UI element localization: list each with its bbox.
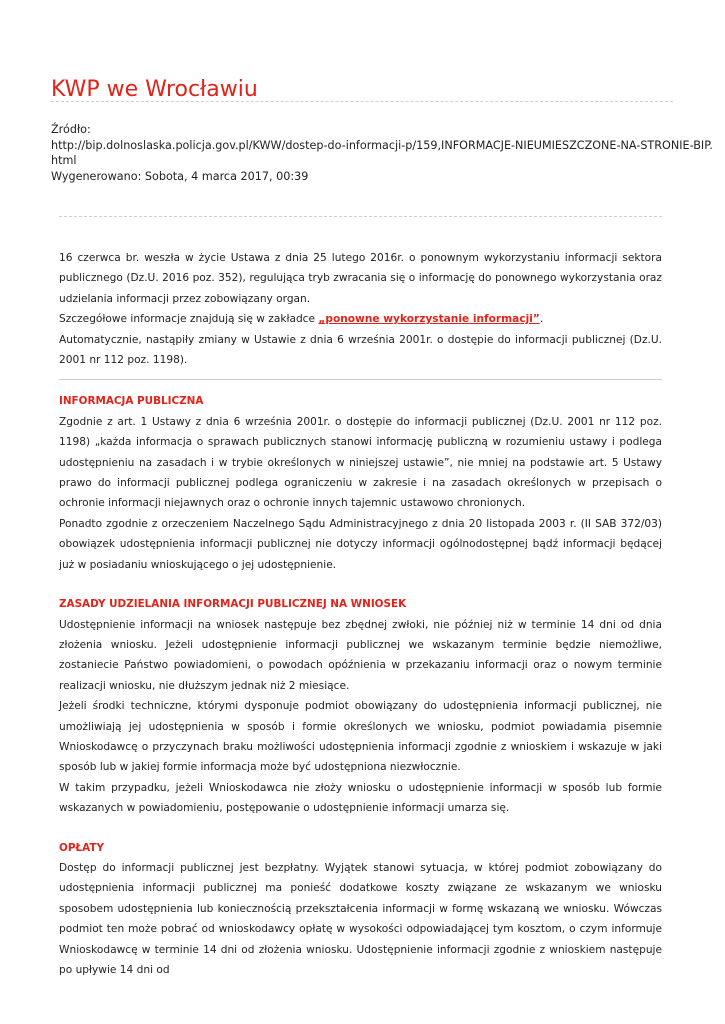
rules-paragraph-2: Jeżeli środki techniczne, którymi dysponuje podmiot obowiązany do udostępnienia informacji publicznej, nie umożliwiają jej udostępnienia w sposób i formie określonych we wniosku, podmiot powiadamia pisemnie Wnioskodawcę o przyczynach braku możliwości udostępnienia informacji zgodnie z wnioskiem i wskazuje w jaki sposób lub w jakiej formie informacja może być udostępniona niezwłocznie. <box>59 700 662 774</box>
generated-timestamp: Wygenerowano: Sobota, 4 marca 2017, 00:39 <box>51 169 309 183</box>
section-heading-fees: OPŁATY <box>59 841 104 854</box>
section-heading-rules: ZASADY UDZIELANIA INFORMACJI PUBLICZNEJ NA WNIOSEK <box>59 598 407 611</box>
section-divider <box>59 379 662 380</box>
rules-paragraph-3: W takim przypadku, jeżeli Wnioskodawca nie złoży wniosku o udostępnienie informacji w sposób lub formie wskazanych w powiadomieniu, postępowanie o udostępnienie informacji umarza się. <box>59 781 662 815</box>
source-label: Źródło: <box>51 123 91 136</box>
source-url-continued[interactable]: html <box>51 154 77 167</box>
info-paragraph-1: Zgodnie z art. 1 Ustawy z dnia 6 września 2001r. o dostępie do informacji publicznej (Dz.U. 2001 nr 112 poz. 1198) „każda informacja o sprawach publicznych stanowi informację publiczną w rozumieniu ustawy i podlega udostępnieniu na zasadach i w trybie określonych w niniejszej ustawie”, nie mniej na podstawie art. 5 Ustawy prawo do informacji publicznej podlega ograniczeniu w zakresie i na zasadach określonych w przepisach o ochronie informacji niejawnych oraz o ochronie innych tajemnic ustawowo chronionych. <box>59 415 662 510</box>
section-heading-info: INFORMACJA PUBLICZNA <box>59 395 204 408</box>
page-title: KWP we Wrocławiu <box>51 76 258 102</box>
rules-paragraph-1: Udostępnienie informacji na wniosek następuje bez zbędnej zwłoki, nie później niż w terminie 14 dni od dnia złożenia wniosku. Jeżeli udostępnienie informacji publicznej we wskazanym terminie będzie niemożliwe, zostaniecie Państwo powiadomieni, o powodach opóźnienia w przekazaniu informacji oraz o nowym terminie realizacji wniosku, nie dłuższym jednak niż 2 miesiące. <box>59 618 662 692</box>
fees-paragraph-1: Dostęp do informacji publicznej jest bezpłatny. Wyjątek stanowi sytuacja, w której podmiot zobowiązany do udostępnienia informacji publicznej ma ponieść dodatkowe koszty związane ze wskazanym we wniosku sposobem udostępnienia lub koniecznością przekształcenia informacji w formę wskazaną we wniosku. Wówczas podmiot ten może pobrać od wnioskodawcy opłatę w wysokości odpowiadającej tym kosztom, o czym informuje Wnioskodawcę w terminie 14 dni od złożenia wniosku. Udostępnienie informacji zgodnie z wnioskiem następuje po upływie 14 dni od <box>59 861 662 976</box>
intro-paragraph-1: 16 czerwca br. weszła w życie Ustawa z dnia 25 lutego 2016r. o ponownym wykorzystaniu informacji sektora publicznego (Dz.U. 2016 poz. 352), regulująca tryb zwracania się o informację do ponownego wykorzystania oraz udzielania informacji przez zobowiązany organ. <box>59 252 662 305</box>
article-body <box>59 248 662 980</box>
intro-paragraph-2 <box>59 309 662 329</box>
info-paragraph-2: Ponadto zgodnie z orzeczeniem Naczelnego Sądu Administracyjnego z dnia 20 listopada 2003 r. (II SAB 372/03) obowiązek udostępnienia informacji publicznej nie dotyczy informacji ogólnodostępnej bądź informacji będącej już w posiadaniu wnioskującego o jej udostępnienie. <box>59 517 662 571</box>
source-url[interactable] <box>51 138 713 154</box>
intro-paragraph-2-text: Szczegółowe informacje znajdują się w zakładce <box>59 313 319 326</box>
intro-paragraph-3: Automatycznie, nastąpiły zmiany w Ustawie z dnia 6 września 2001r. o dostępie do informacji publicznej (Dz.U. 2001 nr 112 poz. 1198). <box>59 333 662 367</box>
meta-divider <box>59 216 662 217</box>
document-meta <box>51 122 713 184</box>
intro-paragraph-2-end: . <box>539 313 544 326</box>
source-url-line1[interactable]: http://bip.dolnoslaska.policja.gov.pl/KWW/dostep-do-informacji-p/159,INFORMACJE-NIEUMIESZCZONE-NA-STRONIE-BIP. <box>51 138 713 152</box>
reuse-info-link[interactable]: „ponowne wykorzystanie informacji” <box>318 313 540 326</box>
title-divider <box>51 101 673 102</box>
